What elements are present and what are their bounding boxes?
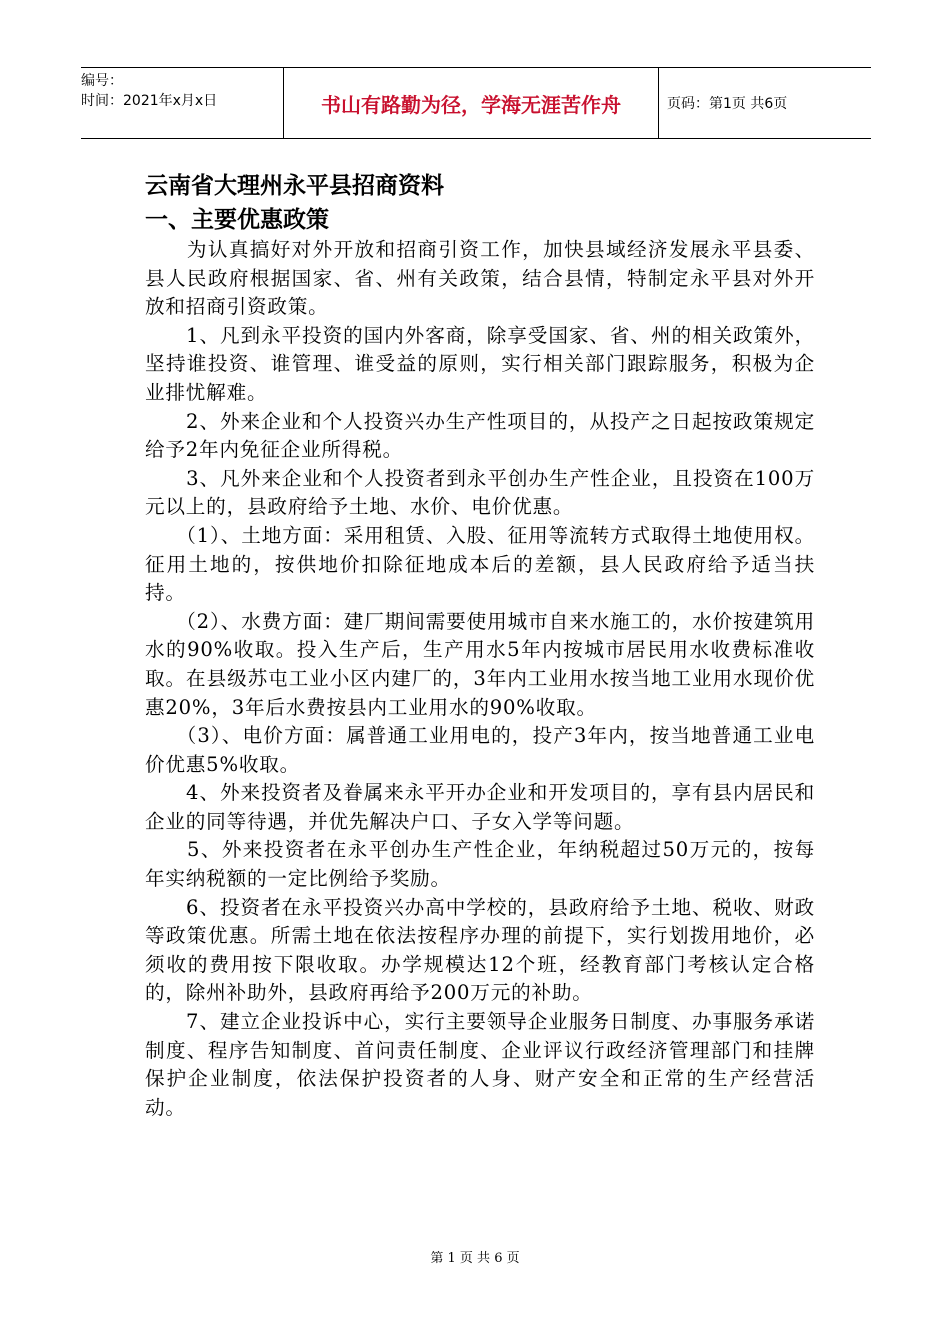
paragraph: 6、投资者在永平投资兴办高中学校的，县政府给予土地、税收、财政等政策优惠。所需土地在依法按程序办理的前提下，实行划拨用地价，必须收的费用按下限收取。办学规模达12个班，经教育部门考核认定合格的，除州补助外，县政府再给予200万元的补助。 [145, 895, 815, 1005]
paragraph: （2）、水费方面：建厂期间需要使用城市自来水施工的，水价按建筑用水的90%收取。投入生产后，生产用水5年内按城市居民用水收费标准收取。在县级苏屯工业小区内建厂的，3年内工业用水按当地工业用水现价优惠20%，3年后水费按县内工业用水的90%收取。 [145, 609, 815, 719]
page-header [81, 67, 871, 139]
document-body [145, 168, 815, 1122]
document-number-label: 编号： [81, 73, 123, 89]
document-title: 云南省大理州永平县招商资料 [145, 172, 444, 199]
page-footer: 第 1 页 共 6 页 [430, 1251, 520, 1266]
paragraph: 为认真搞好对外开放和招商引资工作，加快县域经济发展永平县委、县人民政府根据国家、省、州有关政策，结合县情，特制定永平县对外开放和招商引资政策。 [145, 238, 815, 319]
paragraph: 1、凡到永平投资的国内外客商，除享受国家、省、州的相关政策外，坚持谁投资、谁管理、谁受益的原则，实行相关部门跟踪服务，积极为企业排忧解难。 [145, 323, 815, 404]
paragraph: （1）、土地方面：采用租赁、入股、征用等流转方式取得土地使用权。征用土地的，按供地价扣除征地成本后的差额，县人民政府给予适当扶持。 [145, 523, 815, 605]
paragraph: 3、凡外来企业和个人投资者到永平创办生产性企业，且投资在100万元以上的，县政府给予土地、水价、电价优惠。 [145, 466, 815, 519]
header-motto: 书山有路勤为径，学海无涯苦作舟 [283, 68, 659, 138]
paragraph: 2、外来企业和个人投资兴办生产性项目的，从投产之日起按政策规定给予2年内免征企业所得税。 [145, 409, 815, 462]
document-time-label: 时间：2021年x月x日 [81, 93, 218, 109]
header-page-info: 页码：第1页 共6页 [667, 96, 788, 112]
section-heading: 一、主要优惠政策 [145, 206, 329, 233]
paragraph: 5、外来投资者在永平创办生产性企业，年纳税超过50万元的，按每年实纳税额的一定比例给予奖励。 [145, 838, 815, 891]
paragraph: （3）、电价方面：属普通工业用电的，投产3年内，按当地普通工业电价优惠5%收取。 [145, 724, 815, 776]
paragraph: 4、外来投资者及眷属来永平开办企业和开发项目的，享有县内居民和企业的同等待遇，并优先解决户口、子女入学等问题。 [145, 781, 815, 833]
paragraph: 7、建立企业投诉中心，实行主要领导企业服务日制度、办事服务承诺制度、程序告知制度、首问责任制度、企业评议行政经济管理部门和挂牌保护企业制度，依法保护投资者的人身、财产安全和正常的生产经营活动。 [145, 1010, 815, 1119]
header-meta [81, 68, 283, 138]
